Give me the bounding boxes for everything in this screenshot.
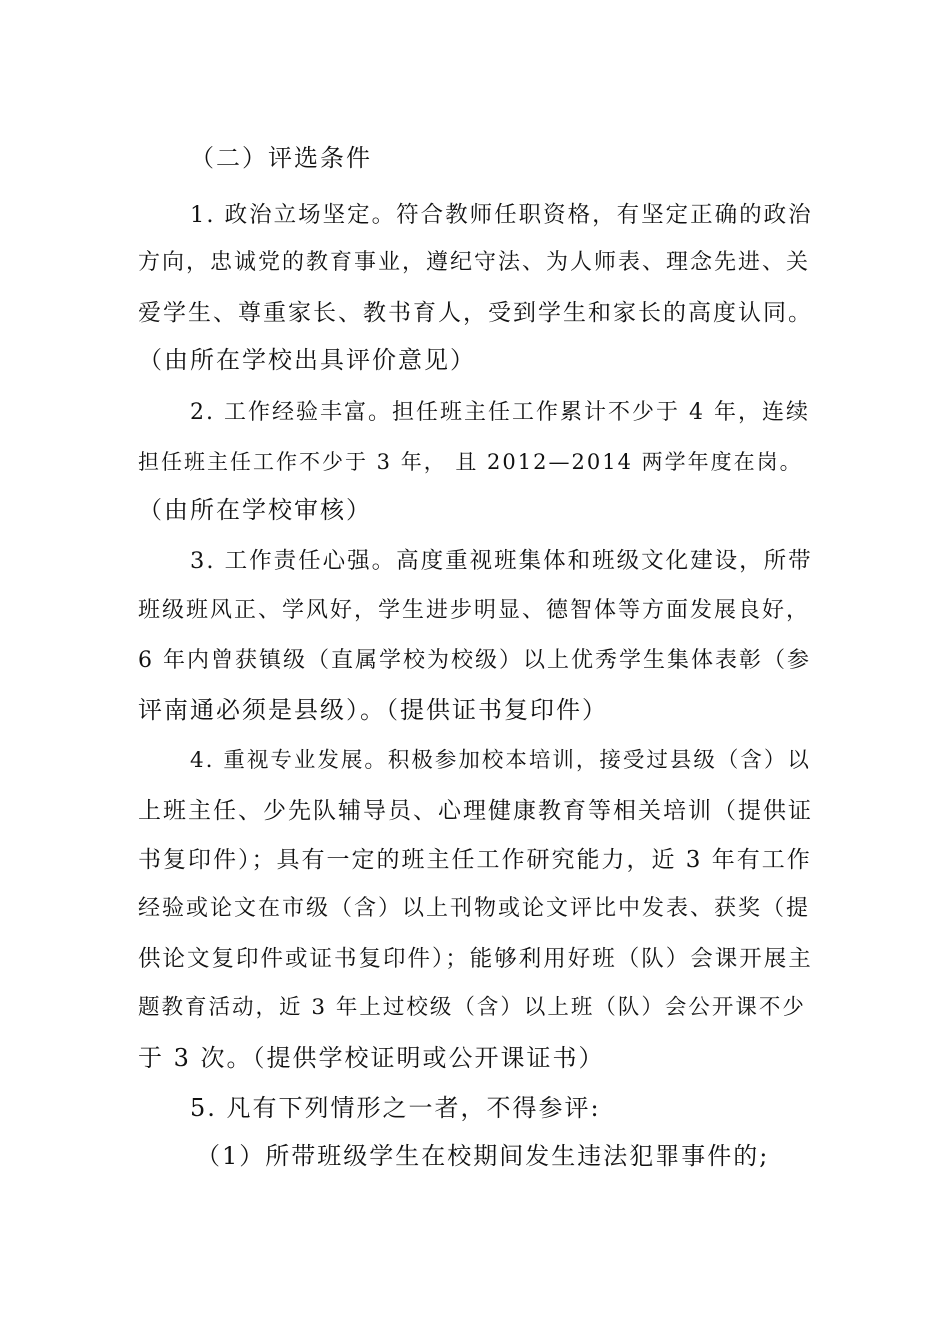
item-4-line-7: 于 3 次。（提供学校证明或公开课证书） [138, 1044, 605, 1072]
item-4-line-2: 上班主任、少先队辅导员、心理健康教育等相关培训（提供证 [138, 798, 813, 824]
section-heading: （二）评选条件 [190, 144, 372, 172]
item-1-line-4: （由所在学校出具评价意见） [138, 346, 476, 374]
item-4-line-5: 供论文复印件或证书复印件）；能够利用好班（队）会课开展主 [138, 946, 813, 972]
item-1-line-2: 方向，忠诚党的教育事业，遵纪守法、为人师表、理念先进、关 [138, 250, 811, 275]
item-2-line-1: 2. 工作经验丰富。担任班主任工作累计不少于 4 年，连续 [190, 400, 810, 425]
item-3-line-3: 6 年内曾获镇级（直属学校为校级）以上优秀学生集体表彰（参 [138, 648, 811, 673]
item-4-line-6: 题教育活动，近 3 年上过校级（含）以上班（队）会公开课不少 [138, 995, 806, 1020]
item-4-line-3: 书复印件）；具有一定的班主任工作研究能力，近 3 年有工作 [138, 847, 812, 873]
item-3-line-1: 3. 工作责任心强。高度重视班集体和班级文化建设，所带 [190, 548, 813, 574]
item-2-line-3: （由所在学校审核） [138, 496, 372, 524]
item-5-line-1: 5. 凡有下列情形之一者，不得参评: [190, 1094, 601, 1122]
item-1-line-1: 1. 政治立场坚定。符合教师任职资格，有坚定正确的政治 [190, 202, 813, 228]
item-3-line-2: 班级班风正、学风好，学生进步明显、德智体等方面发展良好， [138, 598, 811, 623]
item-2-line-2: 担任班主任工作不少于 3 年， 且 2012—2014 两学年度在岗。 [138, 450, 803, 474]
item-1-line-3: 爱学生、尊重家长、教书育人，受到学生和家长的高度认同。 [138, 300, 813, 326]
item-5-line-2: （1）所带班级学生在校期间发生违法犯罪事件的; [196, 1142, 770, 1170]
item-4-line-4: 经验或论文在市级（含）以上刊物或论文评比中发表、获奖（提 [138, 896, 811, 921]
item-3-line-4: 评南通必须是县级）。（提供证书复印件） [138, 696, 608, 724]
item-4-line-1: 4. 重视专业发展。积极参加校本培训，接受过县级（含）以 [190, 748, 811, 773]
